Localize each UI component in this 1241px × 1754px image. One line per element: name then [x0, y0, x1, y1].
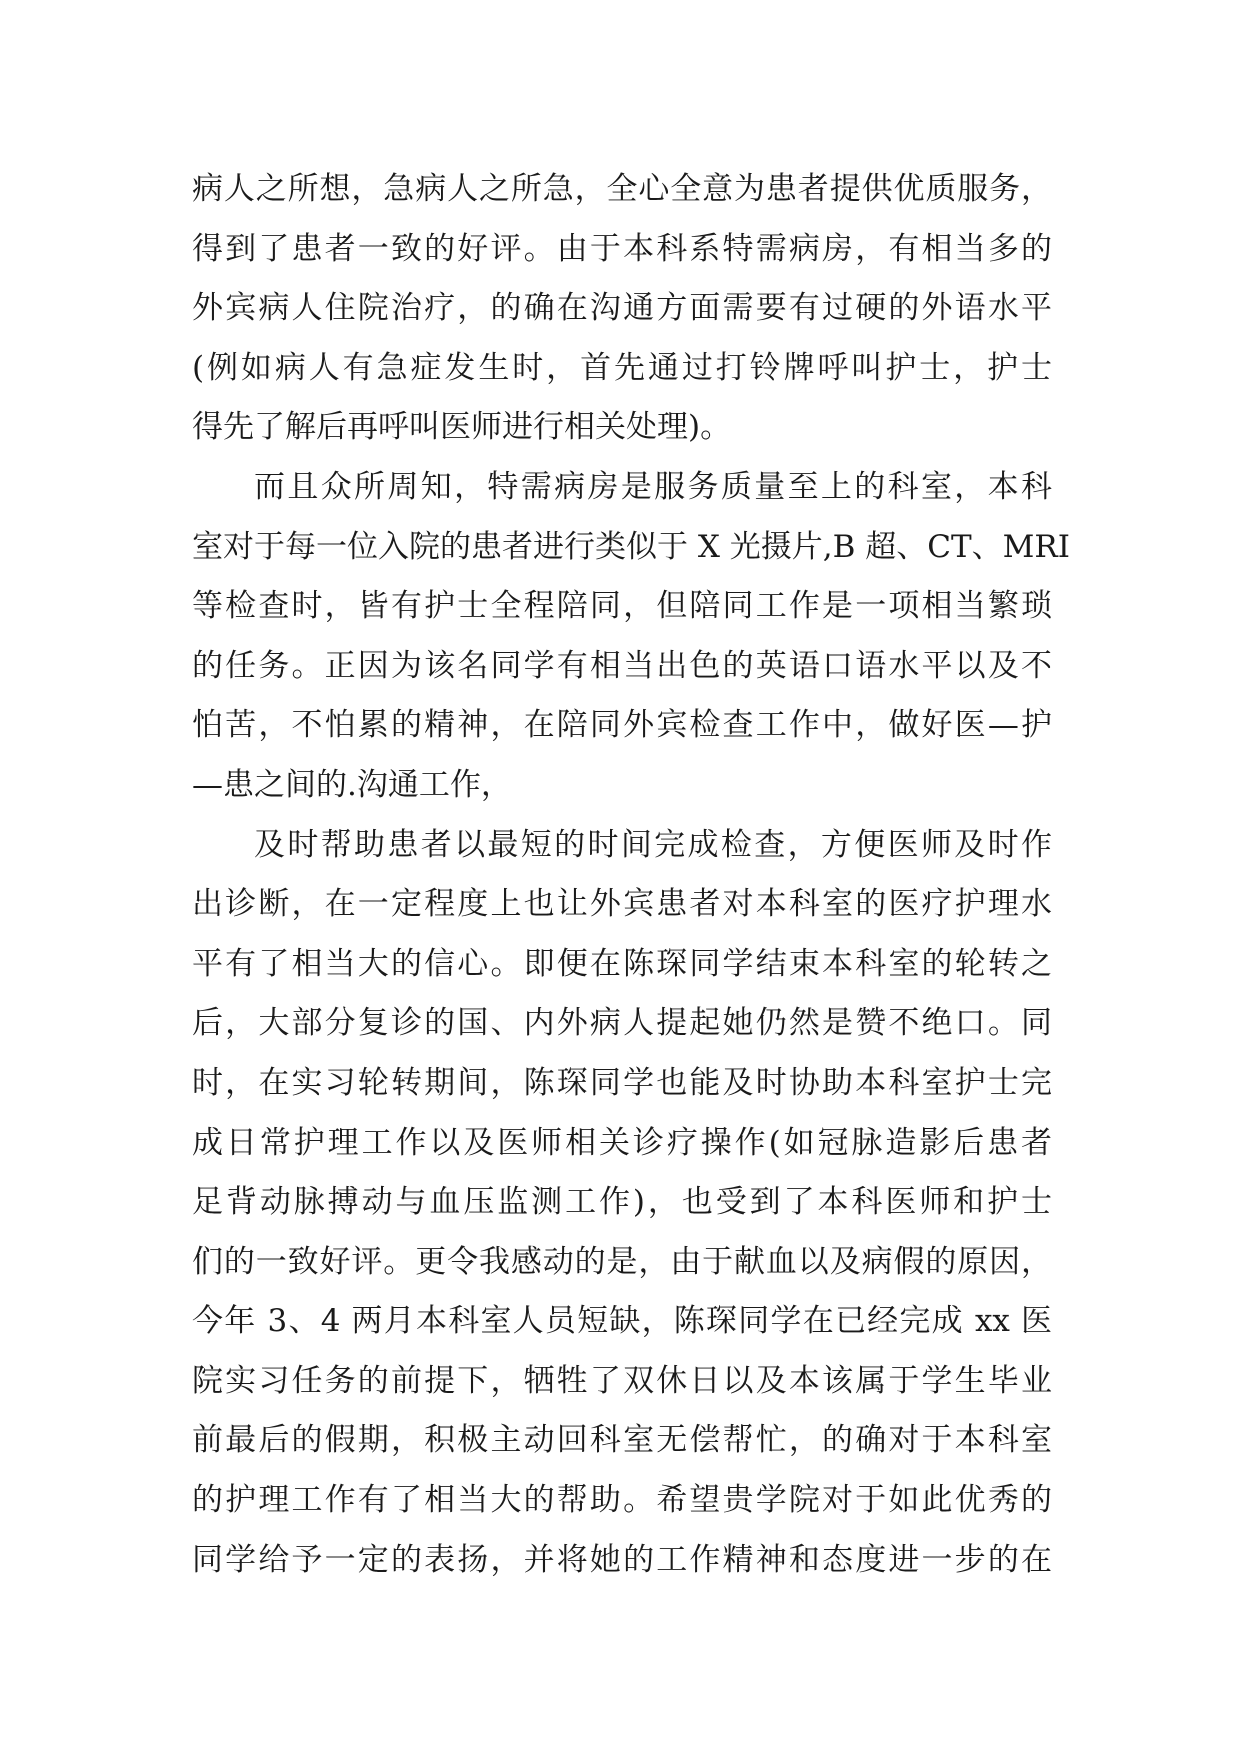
text-line: 成日常护理工作以及医师相关诊疗操作(如冠脉造影后患者	[192, 1124, 1052, 1161]
text-line: 时，在实习轮转期间，陈琛同学也能及时协助本科室护士完	[192, 1064, 1052, 1101]
text-line: 及时帮助患者以最短的时间完成检查，方便医师及时作	[254, 826, 1052, 863]
text-line: 等检查时，皆有护士全程陪同，但陪同工作是一项相当繁琐	[192, 588, 1052, 625]
text-line: 得到了患者一致的好评。由于本科系特需病房，有相当多的	[192, 230, 1052, 267]
text-line: 而且众所周知，特需病房是服务质量至上的科室，本科	[254, 468, 1052, 505]
body-text	[192, 160, 1070, 1590]
text-line: 今年 3、4 两月本科室人员短缺，陈琛同学在已经完成 xx 医	[192, 1303, 1052, 1340]
text-line: 们的一致好评。更令我感动的是，由于献血以及病假的原因，	[192, 1243, 1052, 1280]
text-line: —患之间的.沟通工作，	[192, 766, 512, 803]
text-line: 外宾病人住院治疗，的确在沟通方面需要有过硬的外语水平	[192, 290, 1052, 327]
text-line: 同学给予一定的表扬，并将她的工作精神和态度进一步的在	[192, 1541, 1052, 1578]
text-line: 出诊断，在一定程度上也让外宾患者对本科室的医疗护理水	[192, 886, 1052, 923]
text-line: 前最后的假期，积极主动回科室无偿帮忙，的确对于本科室	[192, 1422, 1052, 1459]
text-line: 后，大部分复诊的国、内外病人提起她仍然是赞不绝口。同	[192, 1005, 1052, 1042]
text-line: 室对于每一位入院的患者进行类似于 X 光摄片,B 超、CT、MRI	[192, 528, 1070, 565]
text-line: 的护理工作有了相当大的帮助。希望贵学院对于如此优秀的	[192, 1482, 1052, 1519]
text-line: 院实习任务的前提下，牺牲了双休日以及本该属于学生毕业	[192, 1362, 1052, 1399]
text-line: 病人之所想，急病人之所急，全心全意为患者提供优质服务，	[192, 171, 1052, 207]
text-line: 得先了解后再呼叫医师进行相关处理)。	[192, 409, 732, 446]
text-line: 的任务。正因为该名同学有相当出色的英语口语水平以及不	[192, 647, 1052, 684]
text-line: (例如病人有急症发生时，首先通过打铃牌呼叫护士，护士	[192, 349, 1052, 386]
text-line: 怕苦，不怕累的精神，在陪同外宾检查工作中，做好医—护	[192, 707, 1052, 744]
text-line: 平有了相当大的信心。即便在陈琛同学结束本科室的轮转之	[192, 945, 1052, 982]
text-line: 足背动脉搏动与血压监测工作)，也受到了本科医师和护士	[192, 1184, 1052, 1221]
